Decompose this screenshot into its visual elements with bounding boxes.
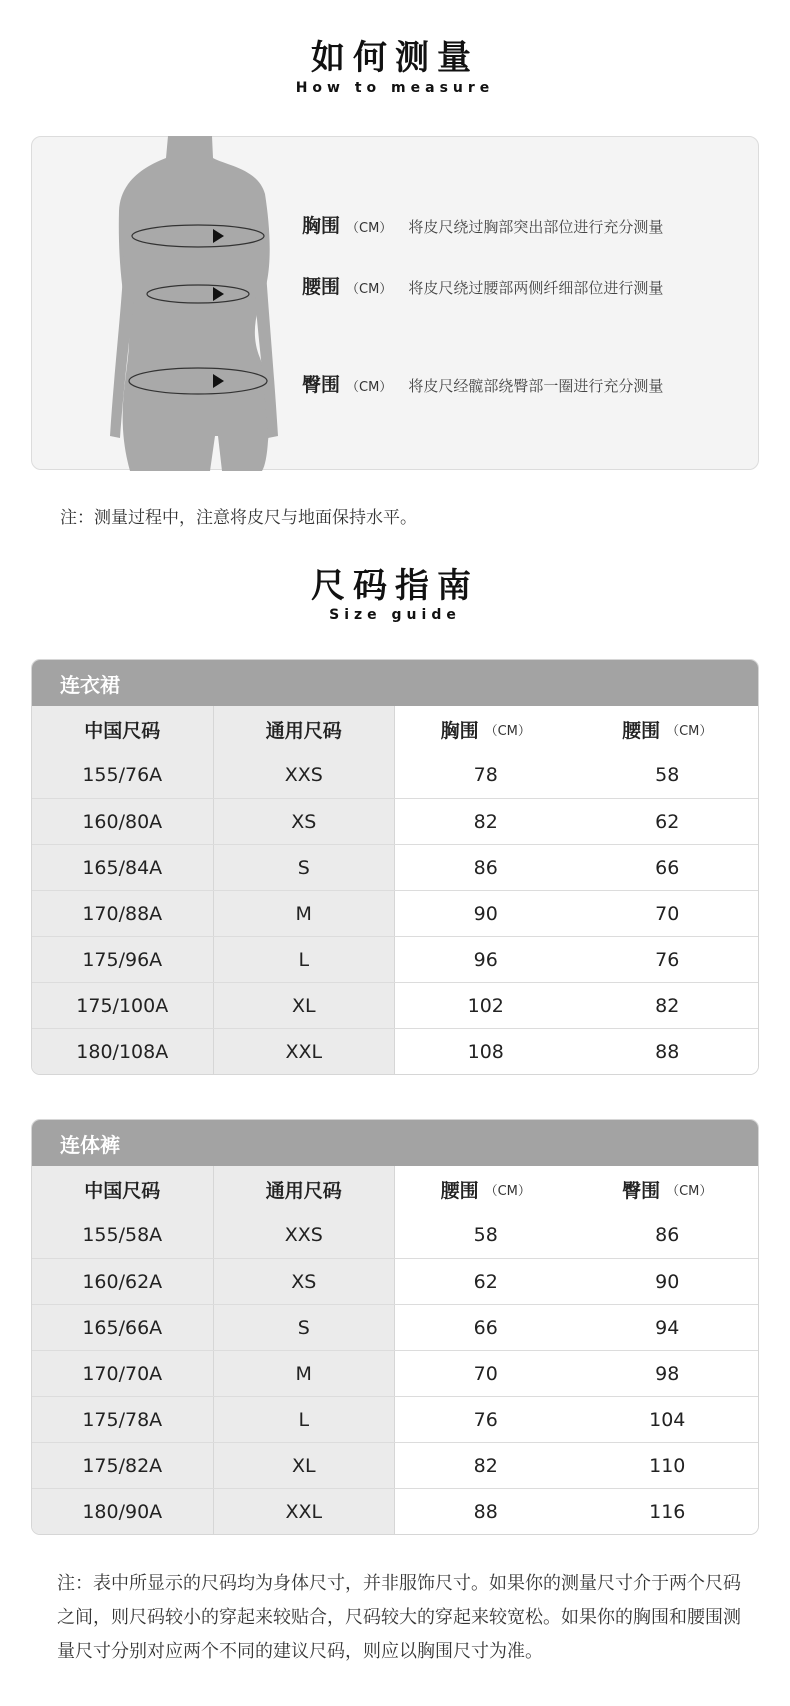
size-note: 注：表中所显示的尺码均为身体尺寸，并非服饰尺寸。如果你的测量尺寸介于两个尺码之间，则尺码较小的穿起来较贴合，尺码较大的穿起来较宽松。如果你的胸围和腰围测量尺寸分别对应两个不同的建议尺码，则应以胸围尺寸为准。 xyxy=(57,1573,741,1662)
table-row xyxy=(32,1396,758,1442)
size-table-jumpsuit xyxy=(31,1119,759,1535)
size-guide-title: 尺码指南 xyxy=(311,566,479,606)
header-cell xyxy=(32,706,214,752)
measure-item-chest xyxy=(302,211,663,238)
table-cell: M xyxy=(214,891,396,936)
measure-note: 注：测量过程中，注意将皮尺与地面保持水平。 xyxy=(60,508,417,528)
table-row xyxy=(32,1350,758,1396)
table-cell: 155/58A xyxy=(32,1212,214,1258)
table-title: 连体裤 xyxy=(32,1120,758,1166)
table-cell: 94 xyxy=(577,1305,759,1350)
table-cell: 175/96A xyxy=(32,937,214,982)
table-row xyxy=(32,1488,758,1534)
measure-item-name: 臀围 xyxy=(302,374,341,396)
header-label: 中国尺码 xyxy=(84,1179,161,1202)
measure-item-unit: （CM） xyxy=(346,282,393,297)
table-cell: 58 xyxy=(577,752,759,798)
table-body xyxy=(32,706,758,1074)
table-cell: 66 xyxy=(395,1305,577,1350)
header-unit: （CM） xyxy=(484,1183,531,1199)
table-cell: 78 xyxy=(395,752,577,798)
table-header-row xyxy=(32,706,758,752)
header-unit: （CM） xyxy=(666,1183,713,1199)
header-label: 中国尺码 xyxy=(84,719,161,742)
table-row xyxy=(32,1304,758,1350)
table-row xyxy=(32,752,758,798)
table-row xyxy=(32,1028,758,1074)
table-row xyxy=(32,1212,758,1258)
table-cell: 175/78A xyxy=(32,1397,214,1442)
table-cell: 104 xyxy=(577,1397,759,1442)
table-header-row xyxy=(32,1166,758,1212)
table-cell: XXS xyxy=(214,752,396,798)
table-cell: 170/70A xyxy=(32,1351,214,1396)
table-cell: 102 xyxy=(395,983,577,1028)
table-cell: 165/84A xyxy=(32,845,214,890)
table-cell: 108 xyxy=(395,1029,577,1074)
table-cell: L xyxy=(214,937,396,982)
header-unit: （CM） xyxy=(484,723,531,739)
table-title: 连衣裙 xyxy=(32,660,758,706)
table-cell: 88 xyxy=(577,1029,759,1074)
table-row xyxy=(32,982,758,1028)
table-cell: 165/66A xyxy=(32,1305,214,1350)
measure-panel xyxy=(31,136,759,470)
table-cell: S xyxy=(214,845,396,890)
size-table-dress xyxy=(31,659,759,1075)
table-cell: 82 xyxy=(395,1443,577,1488)
table-rows xyxy=(32,1212,758,1534)
measure-item-name: 腰围 xyxy=(302,276,341,298)
table-cell: 96 xyxy=(395,937,577,982)
table-cell: 160/62A xyxy=(32,1259,214,1304)
table-cell: 90 xyxy=(395,891,577,936)
measure-item-desc: 将皮尺绕过胸部突出部位进行充分测量 xyxy=(408,218,664,236)
table-cell: S xyxy=(214,1305,396,1350)
table-cell: 155/76A xyxy=(32,752,214,798)
measure-item-waist xyxy=(302,272,663,299)
table-cell: 70 xyxy=(577,891,759,936)
header-cell xyxy=(214,1166,396,1212)
header-label: 腰围 xyxy=(440,1179,479,1202)
measure-subtitle: How to measure xyxy=(295,80,495,96)
table-cell: 90 xyxy=(577,1259,759,1304)
table-cell: 180/108A xyxy=(32,1029,214,1074)
measure-item-desc: 将皮尺绕过腰部两侧纤细部位进行测量 xyxy=(408,279,664,297)
table-cell: XL xyxy=(214,1443,396,1488)
table-cell: 82 xyxy=(395,799,577,844)
table-cell: 175/100A xyxy=(32,983,214,1028)
table-cell: 70 xyxy=(395,1351,577,1396)
header-cell xyxy=(395,706,577,752)
measure-item-desc: 将皮尺经髋部绕臀部一圈进行充分测量 xyxy=(408,377,664,395)
table-cell: 58 xyxy=(395,1212,577,1258)
header-cell xyxy=(395,1166,577,1212)
table-cell: 175/82A xyxy=(32,1443,214,1488)
table-cell: 62 xyxy=(395,1259,577,1304)
header-label: 通用尺码 xyxy=(265,1179,342,1202)
table-cell: 180/90A xyxy=(32,1489,214,1534)
table-cell: 86 xyxy=(395,845,577,890)
measure-title: 如何测量 xyxy=(311,38,479,78)
table-row xyxy=(32,936,758,982)
table-cell: 66 xyxy=(577,845,759,890)
table-cell: XXS xyxy=(214,1212,396,1258)
table-cell: XS xyxy=(214,799,396,844)
table-row xyxy=(32,798,758,844)
table-cell: 86 xyxy=(577,1212,759,1258)
measure-item-unit: （CM） xyxy=(346,221,393,236)
measure-item-unit: （CM） xyxy=(346,380,393,395)
table-cell: XXL xyxy=(214,1029,396,1074)
table-body xyxy=(32,1166,758,1534)
header-label: 通用尺码 xyxy=(265,719,342,742)
measure-item-name: 胸围 xyxy=(302,215,341,237)
header-label: 腰围 xyxy=(622,719,661,742)
table-row xyxy=(32,844,758,890)
table-cell: 116 xyxy=(577,1489,759,1534)
table-cell: L xyxy=(214,1397,396,1442)
header-cell xyxy=(32,1166,214,1212)
measure-item-hip xyxy=(302,370,663,397)
table-cell: 76 xyxy=(577,937,759,982)
table-cell: 88 xyxy=(395,1489,577,1534)
table-cell: M xyxy=(214,1351,396,1396)
table-cell: XL xyxy=(214,983,396,1028)
table-cell: 170/88A xyxy=(32,891,214,936)
table-cell: 82 xyxy=(577,983,759,1028)
table-cell: 160/80A xyxy=(32,799,214,844)
table-cell: XXL xyxy=(214,1489,396,1534)
header-cell xyxy=(214,706,396,752)
table-cell: XS xyxy=(214,1259,396,1304)
size-guide-subtitle: Size guide xyxy=(329,607,461,623)
header-cell xyxy=(577,1166,759,1212)
header-cell xyxy=(577,706,759,752)
table-row xyxy=(32,1442,758,1488)
body-silhouette-icon xyxy=(110,136,280,471)
table-cell: 76 xyxy=(395,1397,577,1442)
table-row xyxy=(32,1258,758,1304)
table-cell: 110 xyxy=(577,1443,759,1488)
table-cell: 62 xyxy=(577,799,759,844)
table-rows xyxy=(32,752,758,1074)
table-row xyxy=(32,890,758,936)
header-label: 臀围 xyxy=(622,1179,661,1202)
table-cell: 98 xyxy=(577,1351,759,1396)
header-label: 胸围 xyxy=(440,719,479,742)
header-unit: （CM） xyxy=(666,723,713,739)
